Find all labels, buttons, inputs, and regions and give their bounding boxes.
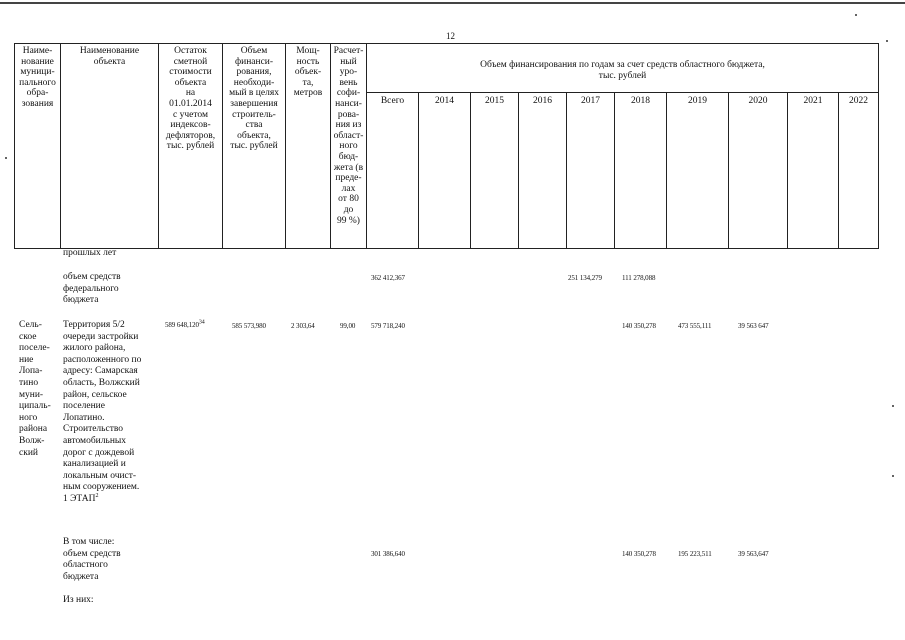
col-divider [470, 92, 471, 248]
header-year-total: Всего [380, 96, 405, 106]
scan-top-edge [0, 2, 905, 4]
header-municipality: Наиме- нование муници- пального обра- зования [19, 46, 56, 109]
row-main-remaining [165, 321, 205, 329]
row-of-which: Из них: [63, 595, 94, 605]
row-including-2018: 140 350,278 [622, 550, 656, 558]
header-capacity: Мощ- ность объек- та, метров [293, 46, 323, 99]
row-main-object [63, 320, 141, 506]
years-header-border [366, 92, 879, 93]
header-year-2020: 2020 [748, 96, 768, 106]
header-year-2017: 2017 [581, 96, 600, 106]
header-bottom-border [14, 248, 879, 249]
row-main-remaining-footnote: 34 [198, 319, 205, 326]
scan-speck [855, 14, 857, 16]
row-main-2019: 473 555,111 [678, 322, 712, 330]
col-divider [518, 92, 519, 248]
row-including-2020: 39 563,647 [738, 550, 769, 558]
col-divider [666, 92, 667, 248]
row-main-needed: 585 573,980 [232, 322, 266, 330]
col-divider [787, 92, 788, 248]
row-including-2019: 195 223,511 [678, 550, 712, 558]
row-main-object-footnote: 2 [95, 492, 99, 499]
col-divider [838, 92, 839, 248]
col-divider [878, 43, 879, 248]
header-remaining-cost: Остаток сметной стоимости объекта на 01.01.2014 с учетом индексов- дефляторов, тыс. рублей [165, 46, 216, 152]
header-financing-group: Объем финансирования по годам за счет средств областного бюджета, тыс. рублей [480, 60, 765, 81]
header-financing-needed: Объем финанси- рования, необходи- мый в целях завершения строитель- ства объекта, тыс. рублей [229, 46, 279, 152]
row-main-2020: 39 563 647 [738, 322, 769, 330]
scan-speck [5, 157, 7, 159]
row-main-object-text: Территория 5/2 очереди застройки жилого района, расположенного по адресу: Самарская область, Волжский район, сельское поселение Лопатино. Строительство автомобильных дорог с дождевой канализацией и локальным очист- ным сооружением. 1 ЭТАП [63, 320, 142, 504]
row-main-remaining-value: 589 648,120 [165, 321, 199, 329]
header-year-2018: 2018 [631, 96, 650, 106]
row-federal-2017: 251 134,279 [568, 274, 602, 282]
header-cofinancing: Расчет- ный уро- вень софи- нанси- рова- ния из област- ного бюд- жета (в преде- лах от 80 до 99 %) [333, 46, 364, 226]
row-federal-total: 362 412,367 [371, 274, 405, 282]
row-federal-label: объем средств федерального бюджета [63, 272, 121, 306]
row-including-label: В том числе: объем средств областного бюджета [63, 537, 121, 582]
col-divider [614, 92, 615, 248]
row-federal-2018: 111 278,088 [622, 274, 656, 282]
col-divider [60, 43, 61, 248]
header-year-2016: 2016 [533, 96, 552, 106]
row-main-capacity: 2 303,64 [291, 322, 315, 330]
scan-speck [892, 475, 894, 477]
row-main-cofinancing: 99,00 [340, 322, 356, 330]
row-main-municipality: Сель- ское поселе- ние Лопа- тино муни- ципаль- ного района Волж- ский [19, 320, 51, 458]
scan-speck [892, 405, 894, 407]
header-year-2022: 2022 [849, 96, 868, 106]
col-divider [728, 92, 729, 248]
col-divider [566, 92, 567, 248]
header-object-name: Наименование объекта [79, 46, 140, 67]
scan-speck [886, 40, 888, 42]
header-year-2015: 2015 [485, 96, 504, 106]
table-top-border [14, 43, 879, 44]
header-year-2014: 2014 [435, 96, 454, 106]
header-year-2019: 2019 [688, 96, 707, 106]
row-main-total: 579 718,240 [371, 322, 405, 330]
row-including-total: 301 386,640 [371, 550, 405, 558]
row-prev-years-text: прошлых лет [63, 248, 117, 258]
row-main-2018: 140 350,278 [622, 322, 656, 330]
header-year-2021: 2021 [803, 96, 823, 106]
page-number: 12 [446, 31, 455, 41]
col-divider [418, 92, 419, 248]
